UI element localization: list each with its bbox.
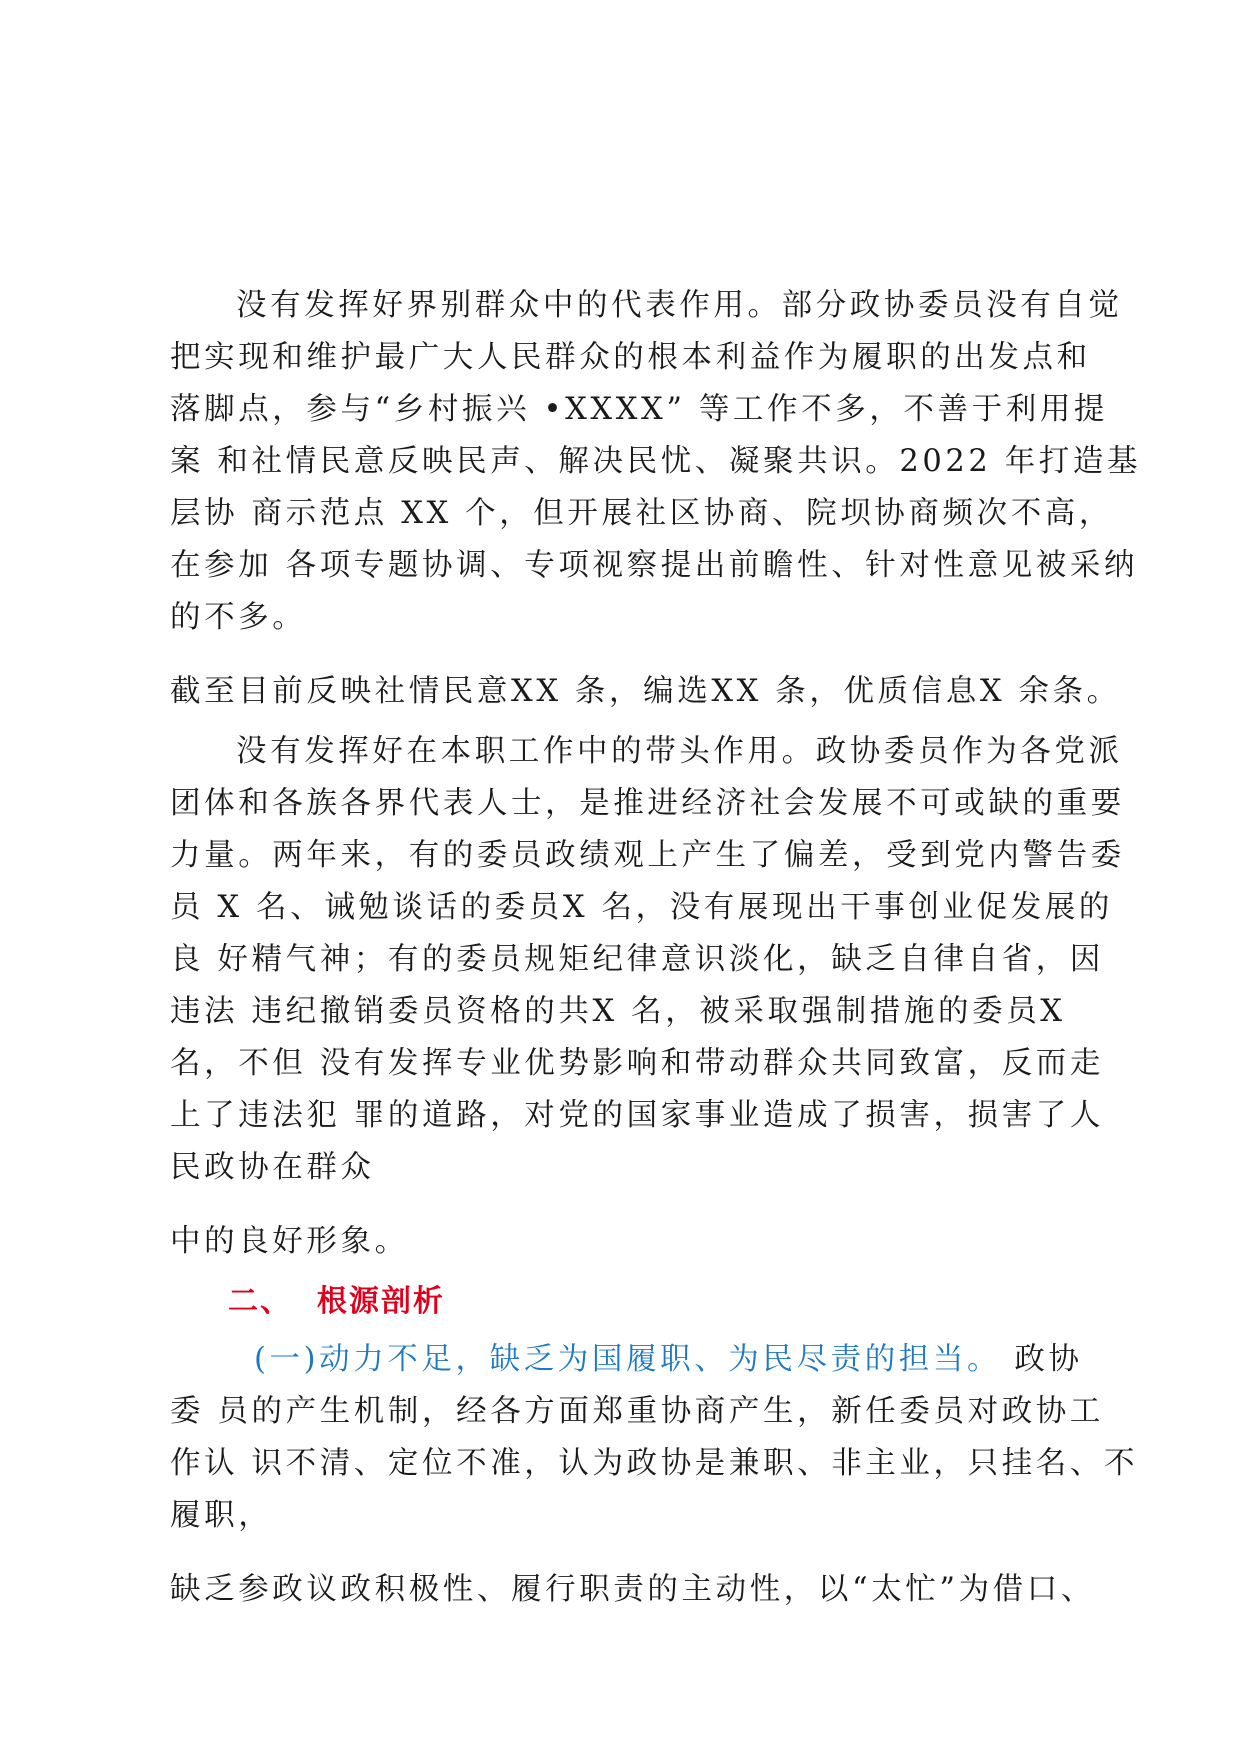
paragraph-5-line-2: 委 员的产生机制，经各方面郑重协商产生，新任委员对政协工 <box>170 1394 1104 1429</box>
paragraph-3-line-1: 没有发挥好在本职工作中的带头作用。政协委员作为各党派 <box>236 734 1123 769</box>
paragraph-1-line-3: 落脚点，参与“乡村振兴 •XXXX” 等工作不多，不善于利用提 <box>170 392 1109 427</box>
paragraph-1-line-1: 没有发挥好界别群众中的代表作用。部分政协委员没有自觉 <box>236 288 1123 323</box>
paragraph-2-line-1: 截至目前反映社情民意XX 条，编选XX 条，优质信息X 余条。 <box>170 674 1121 709</box>
paragraph-1-line-2: 把实现和维护最广大人民群众的根本利益作为履职的出发点和 <box>170 340 1091 375</box>
paragraph-3-line-6: 违法 违纪撤销委员资格的共X 名，被采取强制措施的委员X <box>170 994 1066 1029</box>
paragraph-1-line-4: 案 和社情民意反映民声、解决民忧、凝聚共识。2022 年打造基 <box>170 444 1142 479</box>
paragraph-3-line-3: 力量。两年来，有的委员政绩观上产生了偏差，受到党内警告委 <box>170 838 1125 873</box>
subsection-title: (一)动力不足，缺乏为国履职、为民尽责的担当。 <box>254 1342 1002 1377</box>
paragraph-1-line-6: 在参加 各项专题协调、专项视察提出前瞻性、针对性意见被采纳 <box>170 548 1139 583</box>
paragraph-3-line-4: 员 X 名、诫勉谈话的委员X 名，没有展现出干事创业促发展的 <box>170 890 1114 925</box>
paragraph-3-line-5: 良 好精气神；有的委员规矩纪律意识淡化，缺乏自律自省，因 <box>170 942 1104 977</box>
paragraph-5-line-3: 作认 识不清、定位不准，认为政协是兼职、非主业，只挂名、不 <box>170 1446 1139 1481</box>
paragraph-3-line-2: 团体和各族各界代表人士，是推进经济社会发展不可或缺的重要 <box>170 786 1125 821</box>
paragraph-5-line-1 <box>254 1338 1083 1382</box>
paragraph-3-line-7: 名，不但 没有发挥专业优势影响和带动群众共同致富，反而走 <box>170 1046 1104 1081</box>
paragraph-4-line-1: 中的良好形象。 <box>170 1224 409 1259</box>
paragraph-3-line-8: 上了违法犯 罪的道路，对党的国家事业造成了损害，损害了人 <box>170 1098 1104 1133</box>
paragraph-5-line-4: 履职， <box>170 1498 273 1533</box>
paragraph-5-line-1-rest: 政协 <box>1001 1342 1083 1377</box>
paragraph-3-line-9: 民政协在群众 <box>170 1150 375 1185</box>
paragraph-1-line-7: 的不多。 <box>170 600 307 635</box>
paragraph-6-line-1: 缺乏参政议政积极性、履行职责的主动性，以“太忙”为借口、 <box>170 1572 1095 1607</box>
section-heading: 二、 根源剖析 <box>228 1284 445 1319</box>
paragraph-1-line-5: 层协 商示范点 XX 个，但开展社区协商、院坝协商频次不高， <box>170 496 1114 531</box>
